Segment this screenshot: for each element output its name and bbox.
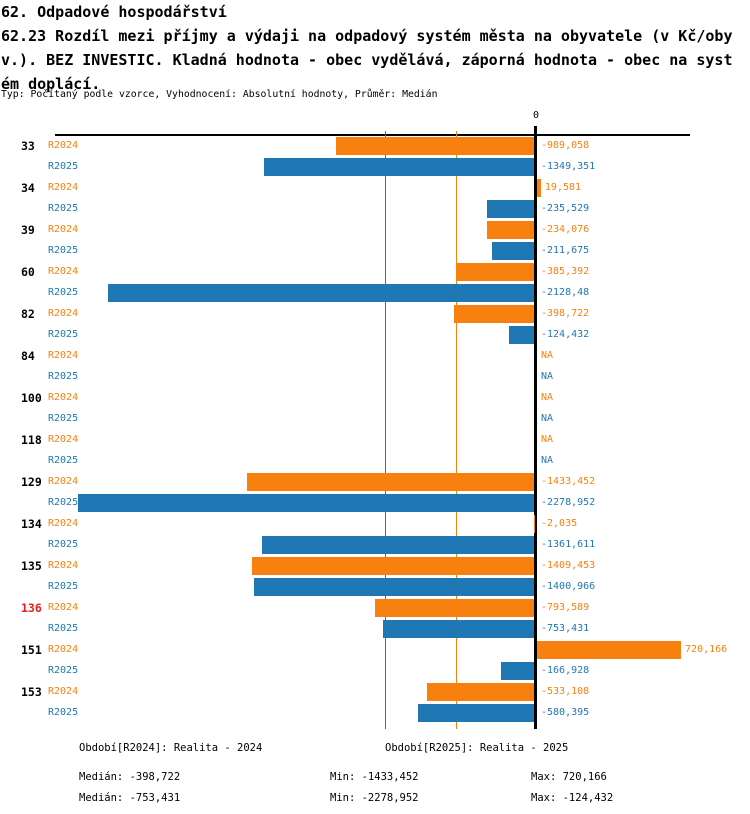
stat-median-r2025: Medián: -753,431 [79,792,181,804]
series-label-r2024: R2024 [48,434,79,445]
series-label-r2025: R2025 [48,623,79,634]
value-label-r2025: NA [541,371,554,382]
row-id-label: 151 [21,643,42,657]
series-label-r2024: R2024 [48,644,79,655]
value-label-r2024: -1409,453 [541,560,596,571]
value-label-r2025: -753,431 [541,623,590,634]
series-label-r2024: R2024 [48,392,79,403]
stat-max-r2024: Max: 720,166 [531,771,607,783]
axis-zero-line [534,126,537,729]
series-label-r2025: R2025 [48,161,79,172]
row-id-label: 60 [21,265,35,279]
row-id-label: 136 [21,601,42,615]
chart-title-line-3: v.). BEZ INVESTIC. Kladná hodnota - obec vydělává, záporná hodnota - obec na syst [1,51,733,69]
value-label-r2025: -580,395 [541,707,590,718]
bar-r2025 [492,242,534,260]
axis-zero-label: 0 [532,110,540,121]
value-label-r2025: -124,432 [541,329,590,340]
bar-r2025 [501,662,534,680]
bar-r2025 [108,284,534,302]
value-label-r2025: NA [541,455,554,466]
series-label-r2025: R2025 [48,455,79,466]
chart-title-line-2: 62.23 Rozdíl mezi příjmy a výdaji na odpadový systém města na obyvatele (v Kč/oby [1,27,733,45]
row-id-label: 82 [21,307,35,321]
series-label-r2025: R2025 [48,497,79,508]
row-id-label: 33 [21,139,35,153]
series-label-r2025: R2025 [48,539,79,550]
series-label-r2025: R2025 [48,245,79,256]
value-label-r2025: NA [541,413,554,424]
row-id-label: 100 [21,391,42,405]
row-id-label: 84 [21,349,35,363]
row-id-label: 134 [21,517,42,531]
row-id-label: 129 [21,475,42,489]
series-label-r2025: R2025 [48,707,79,718]
value-label-r2024: 19,581 [544,182,582,193]
series-label-r2024: R2024 [48,182,79,193]
series-label-r2024: R2024 [48,602,79,613]
series-label-r2024: R2024 [48,518,79,529]
bar-r2025 [383,620,534,638]
value-label-r2024: -533,108 [541,686,590,697]
bar-r2024 [537,641,681,659]
row-id-label: 118 [21,433,42,447]
row-id-label: 34 [21,181,35,195]
series-label-r2024: R2024 [48,476,79,487]
value-label-r2024: -385,392 [541,266,590,277]
value-label-r2024: -793,589 [541,602,590,613]
row-id-label: 153 [21,685,42,699]
value-label-r2024: 720,166 [685,644,728,655]
value-label-r2024: NA [541,350,554,361]
bar-r2025 [509,326,534,344]
stat-median-r2024: Medián: -398,722 [79,771,181,783]
value-label-r2025: -235,529 [541,203,590,214]
value-label-r2025: -1400,966 [541,581,596,592]
series-label-r2025: R2025 [48,665,79,676]
series-label-r2024: R2024 [48,224,79,235]
value-label-r2024: -989,058 [541,140,590,151]
value-label-r2025: -166,928 [541,665,590,676]
value-label-r2025: -1361,611 [541,539,596,550]
bar-r2025 [262,536,534,554]
value-label-r2024: -234,076 [541,224,590,235]
value-label-r2024: -1433,452 [541,476,596,487]
median-line-r2024 [456,131,457,729]
series-label-r2025: R2025 [48,203,79,214]
stat-min-r2025: Min: -2278,952 [330,792,419,804]
series-label-r2025: R2025 [48,287,79,298]
series-label-r2025: R2025 [48,371,79,382]
series-label-r2024: R2024 [48,308,79,319]
value-label-r2025: -1349,351 [541,161,596,172]
chart-title-line-4: ém doplácí. [1,75,101,93]
bar-r2024 [457,263,534,281]
median-line-r2025 [385,131,386,729]
series-label-r2024: R2024 [48,350,79,361]
bar-r2024 [487,221,534,239]
value-label-r2024: -2,035 [541,518,578,529]
legend-r2024: Období[R2024]: Realita - 2024 [79,742,263,754]
value-label-r2024: NA [541,392,554,403]
stat-max-r2025: Max: -124,432 [531,792,614,804]
bar-r2024 [375,599,534,617]
axis-top-line [55,134,690,136]
series-label-r2024: R2024 [48,266,79,277]
series-label-r2025: R2025 [48,581,79,592]
value-label-r2024: NA [541,434,554,445]
bar-r2024 [247,473,534,491]
series-label-r2025: R2025 [48,413,79,424]
bar-r2024 [427,683,534,701]
stat-min-r2024: Min: -1433,452 [330,771,419,783]
bar-r2025 [78,494,534,512]
value-label-r2024: -398,722 [541,308,590,319]
bar-r2024 [336,137,534,155]
bar-r2025 [418,704,534,722]
row-id-label: 135 [21,559,42,573]
chart-subtitle: Typ: Počítaný podle vzorce, Vyhodnocení: Absolutní hodnoty, Průměr: Medián [1,89,438,100]
bar-r2025 [254,578,534,596]
bar-r2024 [537,179,541,197]
value-label-r2025: -2128,48 [541,287,590,298]
series-label-r2024: R2024 [48,560,79,571]
series-label-r2025: R2025 [48,329,79,340]
value-label-r2025: -2278,952 [541,497,596,508]
legend-r2025: Období[R2025]: Realita - 2025 [385,742,569,754]
value-label-r2025: -211,675 [541,245,590,256]
chart-title-line-1: 62. Odpadové hospodářství [1,3,227,21]
bar-r2025 [264,158,534,176]
row-id-label: 39 [21,223,35,237]
bar-r2024 [252,557,534,575]
series-label-r2024: R2024 [48,686,79,697]
series-label-r2024: R2024 [48,140,79,151]
bar-r2025 [487,200,534,218]
bar-r2024 [454,305,534,323]
